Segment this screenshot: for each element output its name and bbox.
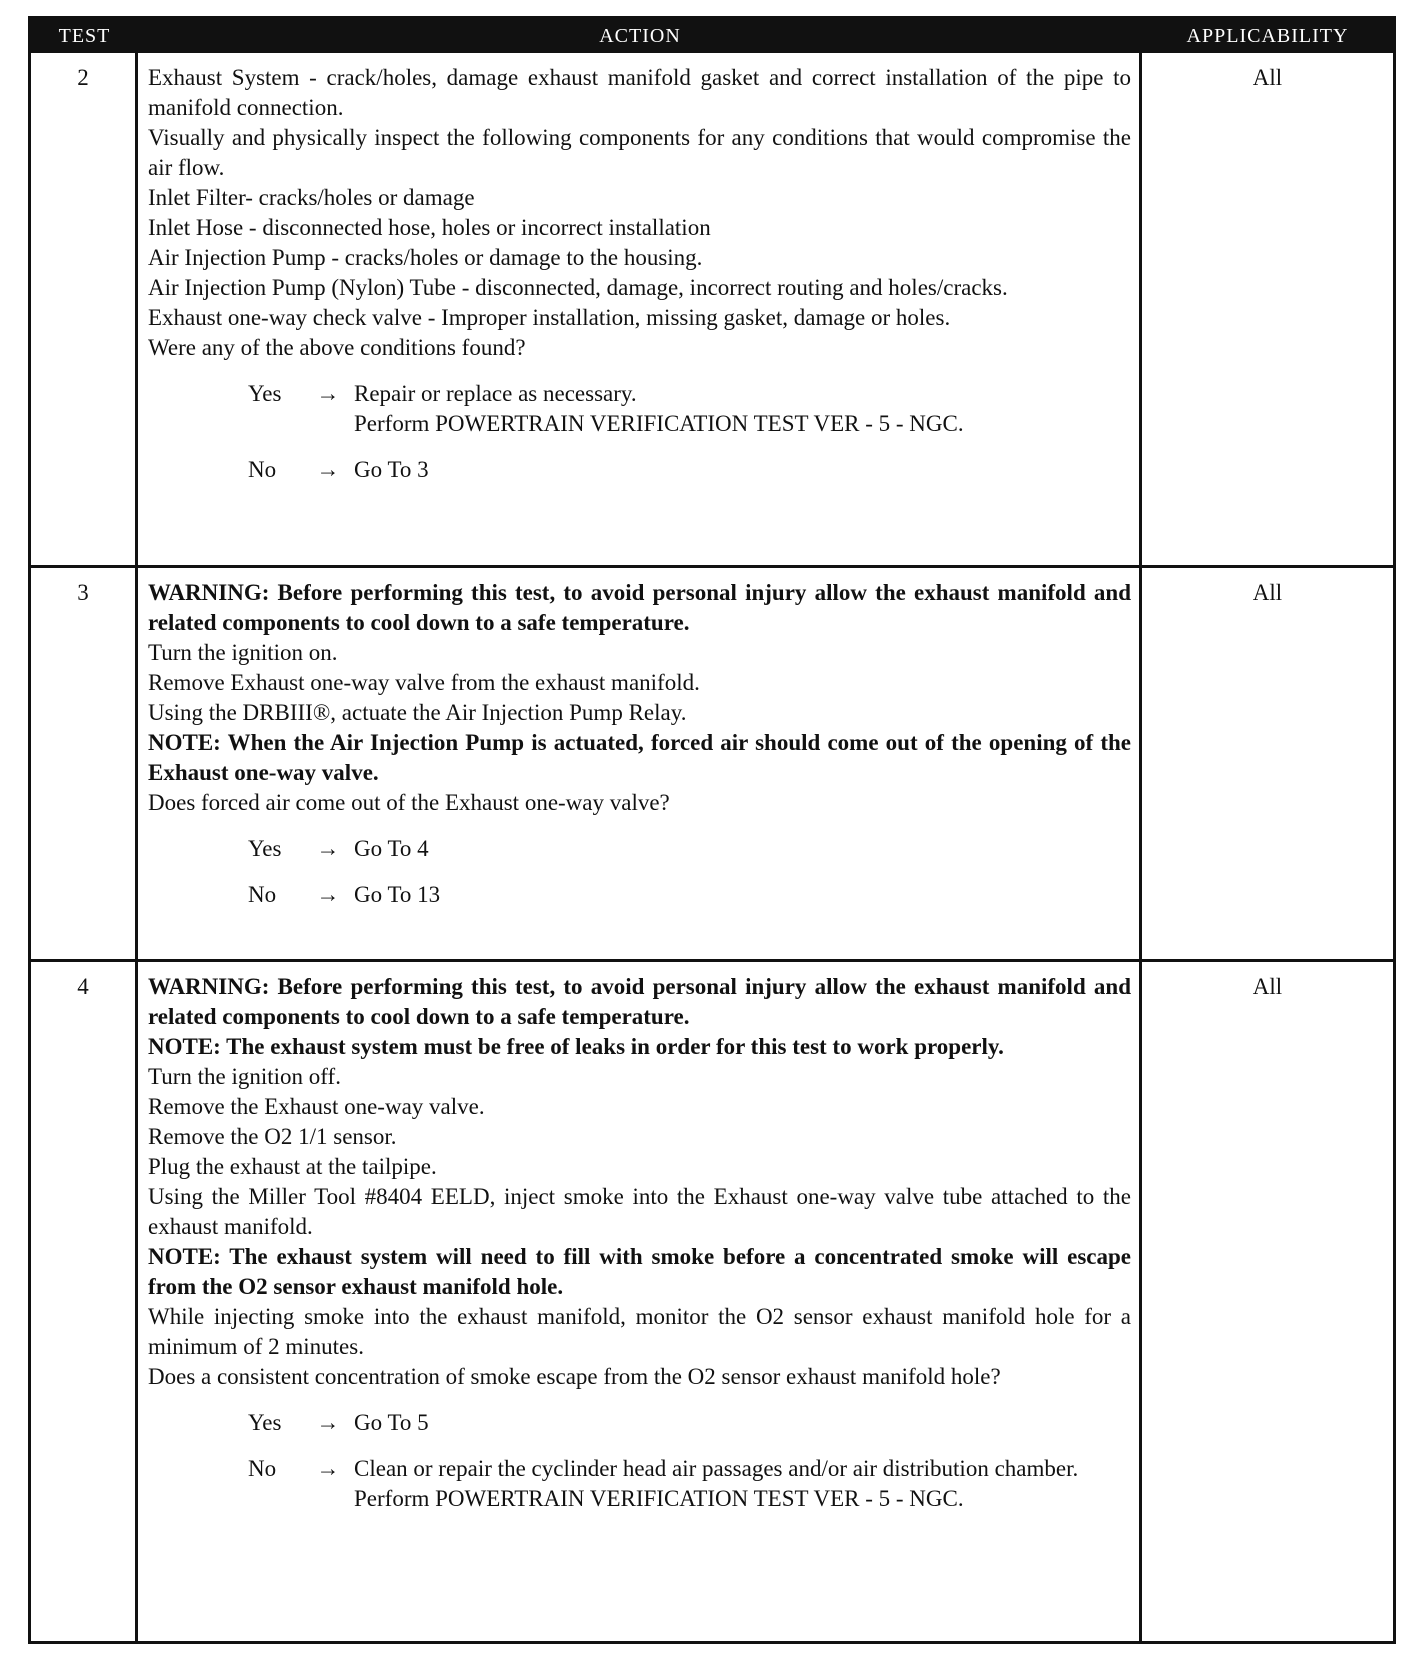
test-number: 2: [31, 53, 138, 568]
instruction-text: Using the DRBIII®, actuate the Air Injection Pump Relay.: [148, 700, 687, 725]
instruction-text: Remove the O2 1/1 sensor.: [148, 1124, 397, 1149]
header-applicability: APPLICABILITY: [1142, 19, 1393, 53]
answer-label: No: [248, 882, 277, 907]
result-line: Go To 5: [354, 1410, 429, 1435]
answer-result: [354, 1408, 1131, 1438]
instruction-text: Inlet Filter- cracks/holes or damage: [148, 185, 475, 210]
warning-note-text: WARNING: Before performing this test, to avoid personal injury allow the exhaust manifold and related components to cool down to a safe temperature.: [148, 580, 1131, 635]
answer-option: [148, 1454, 1131, 1514]
warning-note-text: NOTE: When the Air Injection Pump is actuated, forced air should come out of the opening of the Exhaust one-way valve.: [148, 730, 1131, 785]
arrow-icon: →: [316, 381, 340, 406]
answer-result: [354, 880, 1131, 910]
arrow-icon: →: [316, 457, 340, 482]
instruction-text: Exhaust System - crack/holes, damage exhaust manifold gasket and correct installation of the pipe to manifold connection.: [148, 65, 1131, 120]
answer-option: [148, 379, 1131, 439]
instruction-text: Inlet Hose - disconnected hose, holes or incorrect installation: [148, 215, 711, 240]
test-number: 3: [31, 568, 138, 962]
instruction-text: Remove the Exhaust one-way valve.: [148, 1094, 485, 1119]
result-line: Perform POWERTRAIN VERIFICATION TEST VER - 5 - NGC.: [354, 411, 964, 436]
diagnostic-test-table: [28, 16, 1396, 1644]
header-test: TEST: [31, 19, 138, 53]
instruction-text: Air Injection Pump (Nylon) Tube - disconnected, damage, incorrect routing and holes/cracks.: [148, 275, 1008, 300]
arrow-icon: →: [316, 1456, 340, 1481]
header-action: ACTION: [138, 19, 1142, 53]
answer-result: [354, 1454, 1131, 1514]
instruction-text: Using the Miller Tool #8404 EELD, inject smoke into the Exhaust one-way valve tube attached to the exhaust manifold.: [148, 1184, 1131, 1239]
action-cell: [138, 962, 1142, 1641]
answer-label: Yes: [248, 836, 282, 861]
instruction-text: Were any of the above conditions found?: [148, 335, 526, 360]
answer-label: No: [248, 1456, 277, 1481]
answer-option: [148, 834, 1131, 864]
applicability-value: All: [1142, 568, 1393, 962]
answer-label: Yes: [248, 381, 282, 406]
instruction-text: Turn the ignition off.: [148, 1064, 341, 1089]
answer-option: [148, 1408, 1131, 1438]
answer-label: No: [248, 457, 277, 482]
action-cell: [138, 53, 1142, 568]
result-line: Perform POWERTRAIN VERIFICATION TEST VER - 5 - NGC.: [354, 1486, 964, 1511]
arrow-icon: →: [316, 882, 340, 907]
warning-note-text: NOTE: The exhaust system will need to fill with smoke before a concentrated smoke will escape from the O2 sensor exhaust manifold hole.: [148, 1244, 1131, 1299]
instruction-text: Turn the ignition on.: [148, 640, 338, 665]
action-cell: [138, 568, 1142, 962]
result-line: Go To 3: [354, 457, 429, 482]
warning-note-text: NOTE: The exhaust system must be free of leaks in order for this test to work properly.: [148, 1034, 1004, 1059]
instruction-text: Plug the exhaust at the tailpipe.: [148, 1154, 437, 1179]
answer-result: [354, 379, 1131, 439]
instruction-text: While injecting smoke into the exhaust manifold, monitor the O2 sensor exhaust manifold hole for a minimum of 2 minutes.: [148, 1304, 1131, 1359]
instruction-text: Does forced air come out of the Exhaust one-way valve?: [148, 790, 670, 815]
answer-label: Yes: [248, 1410, 282, 1435]
applicability-value: All: [1252, 974, 1283, 999]
result-line: Repair or replace as necessary.: [354, 381, 637, 406]
answer-option: [148, 455, 1131, 485]
answer-result: [354, 834, 1131, 864]
applicability-value: All: [1142, 53, 1393, 568]
result-line: Go To 13: [354, 882, 441, 907]
instruction-text: Visually and physically inspect the following components for any conditions that would compromise the air flow.: [148, 125, 1131, 180]
arrow-icon: →: [316, 1410, 340, 1435]
warning-note-text: WARNING: Before performing this test, to avoid personal injury allow the exhaust manifold and related components to cool down to a safe temperature.: [148, 974, 1131, 1029]
instruction-text: Exhaust one-way check valve - Improper installation, missing gasket, damage or holes.: [148, 305, 951, 330]
result-line: Go To 4: [354, 836, 429, 861]
answer-result: [354, 455, 1131, 485]
instruction-text: Remove Exhaust one-way valve from the exhaust manifold.: [148, 670, 700, 695]
test-number: 4: [31, 962, 138, 1641]
instruction-text: Does a consistent concentration of smoke escape from the O2 sensor exhaust manifold hole?: [148, 1364, 1001, 1389]
arrow-icon: →: [316, 836, 340, 861]
instruction-text: Air Injection Pump - cracks/holes or damage to the housing.: [148, 245, 703, 270]
answer-option: [148, 880, 1131, 910]
result-line: Clean or repair the cyclinder head air passages and/or air distribution chamber.: [354, 1456, 1079, 1481]
